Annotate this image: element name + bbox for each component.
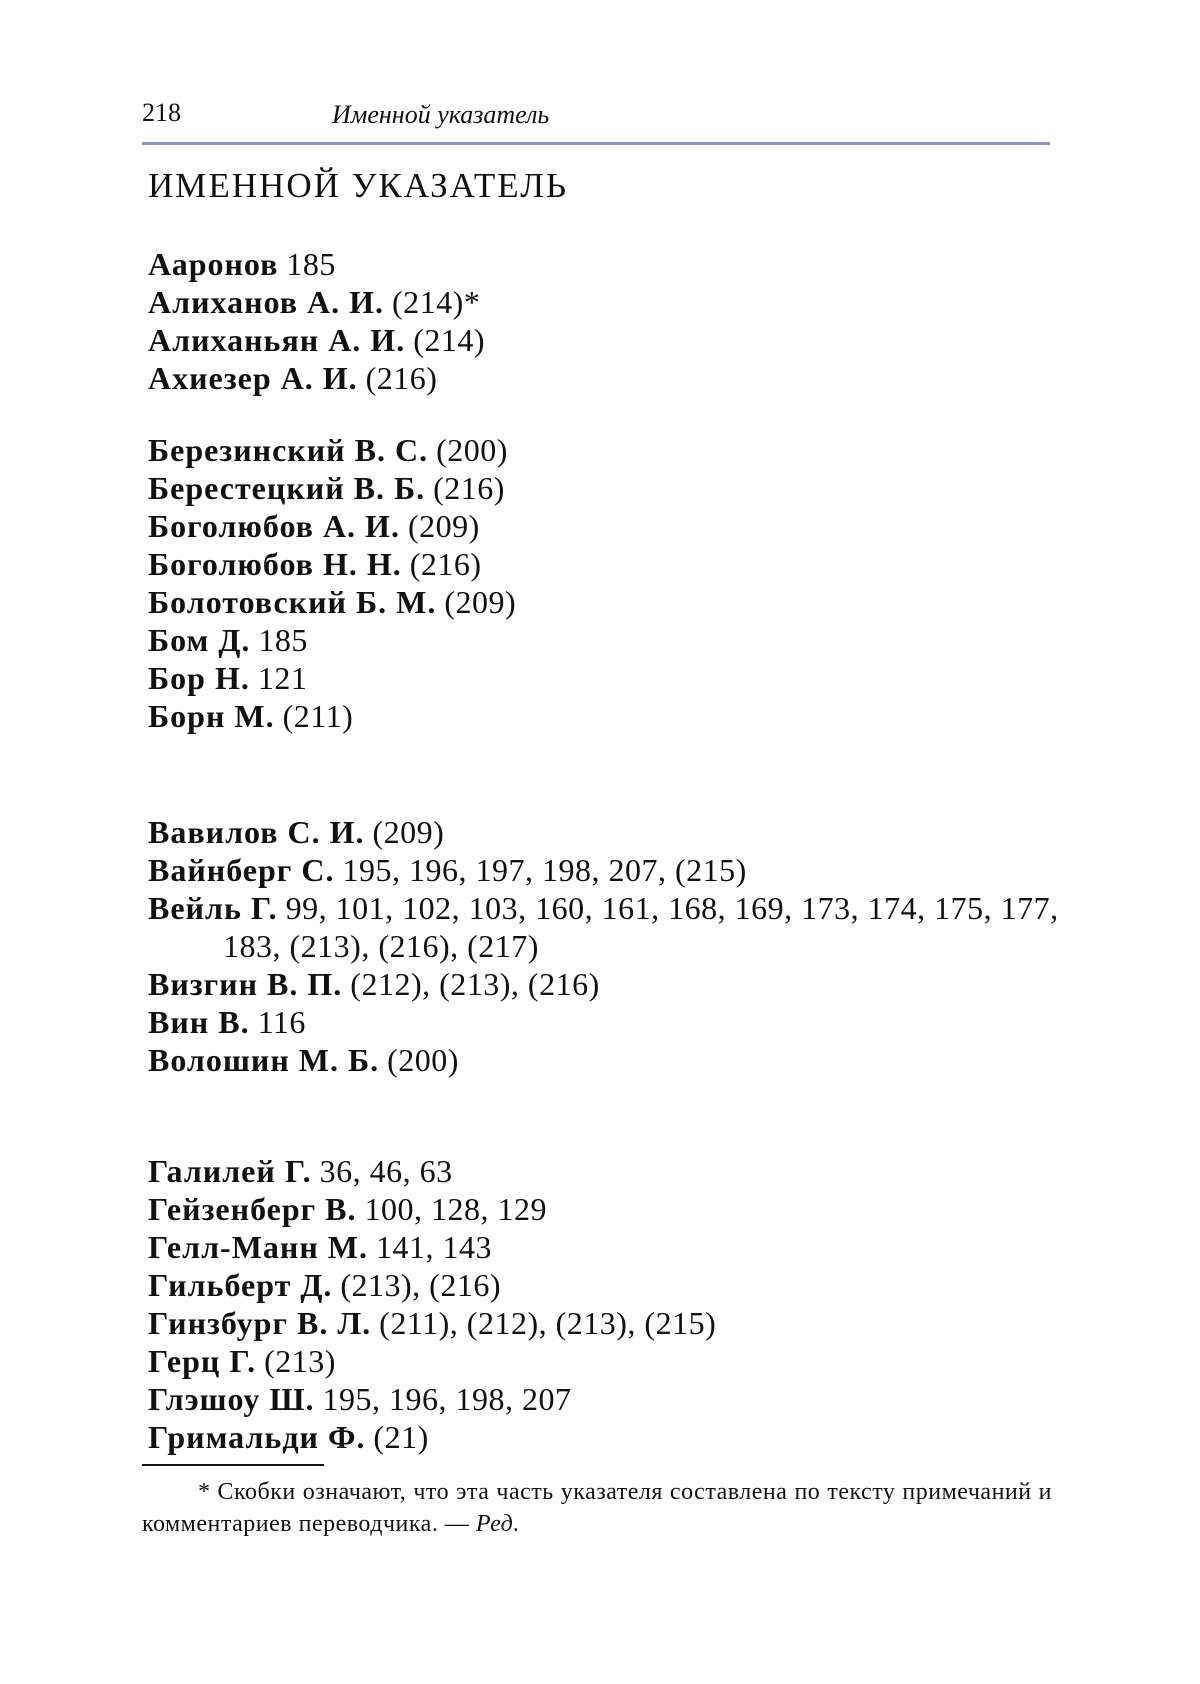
- footnote-rule: [142, 1464, 324, 1466]
- running-title: Именной указатель: [332, 100, 550, 129]
- entry-name: Волошин М. Б.: [148, 1042, 380, 1078]
- entry-name: Березинский В. С.: [148, 432, 429, 468]
- entry-name: Вин В.: [148, 1004, 250, 1040]
- entry-pages: 195, 196, 197, 198, 207, (215): [342, 852, 747, 888]
- entry-pages: (209): [372, 814, 445, 850]
- index-entry: [148, 359, 1068, 397]
- index-entry: [148, 659, 1068, 697]
- entry-name: Ааронов: [148, 246, 279, 282]
- entry-name: Гейзенберг В.: [148, 1191, 357, 1227]
- entry-pages: (216): [433, 470, 505, 506]
- entry-name: Боголюбов Н. Н.: [148, 546, 402, 582]
- index-entry: [148, 283, 1068, 321]
- entry-pages: 121: [257, 660, 308, 696]
- index-group-v: [148, 813, 1068, 1079]
- entry-name: Герц Г.: [148, 1343, 257, 1379]
- entry-pages: (211), (212), (213), (215): [379, 1305, 717, 1341]
- index-title: ИМЕННОЙ УКАЗАТЕЛЬ: [148, 166, 569, 205]
- entry-name: Алиханов А. И.: [148, 284, 384, 320]
- entry-pages: (200): [387, 1042, 459, 1078]
- entry-pages: (216): [409, 546, 482, 582]
- index-entry: [148, 469, 1068, 507]
- page-number: 218: [142, 98, 181, 127]
- index-entry: [148, 507, 1068, 545]
- entry-pages: (200): [436, 432, 508, 468]
- header-rule: [142, 142, 1050, 145]
- index-entry: [148, 1266, 1068, 1304]
- index-entry: [148, 245, 1068, 283]
- entry-pages: (209): [407, 508, 480, 544]
- index-entry: [148, 1041, 1068, 1079]
- entry-pages: (21): [373, 1419, 429, 1455]
- index-entry: [148, 621, 1068, 659]
- index-group-a: [148, 245, 1068, 397]
- entry-pages: (212), (213), (216): [350, 966, 600, 1002]
- entry-pages: (213), (216): [340, 1267, 501, 1303]
- footnote: [142, 1476, 1052, 1540]
- index-entry: [148, 1228, 1068, 1266]
- index-entry: [148, 1003, 1068, 1041]
- entry-pages: (214)*: [392, 284, 481, 320]
- entry-pages: 195, 196, 198, 207: [322, 1381, 572, 1417]
- index-entry: [148, 965, 1068, 1003]
- entry-name: Гримальди Ф.: [148, 1419, 366, 1455]
- entry-pages: 185: [286, 246, 336, 282]
- entry-name: Боголюбов А. И.: [148, 508, 400, 544]
- entry-name: Вейль Г.: [148, 890, 278, 926]
- index-entry: [148, 1152, 1068, 1190]
- entry-name: Визгин В. П.: [148, 966, 343, 1002]
- entry-pages: 36, 46, 63: [319, 1153, 453, 1189]
- entry-name: Бом Д.: [148, 622, 251, 658]
- index-entry: [148, 431, 1068, 469]
- index-entry: [148, 697, 1068, 735]
- footnote-text: * Скобки означают, что эта часть указателя составлена по тексту примечаний и комментариев переводчика. —: [142, 1479, 1052, 1537]
- entry-pages: 141, 143: [375, 1229, 492, 1265]
- index-entry: [148, 813, 1068, 851]
- entry-pages: 99, 101, 102, 103, 160, 161, 168, 169, 173, 174, 175, 177, 183, (213), (216), (217): [223, 890, 1059, 964]
- entry-name: Гильберт Д.: [148, 1267, 333, 1303]
- entry-name: Борн М.: [148, 698, 275, 734]
- index-entry: [148, 1190, 1068, 1228]
- entry-name: Берестецкий В. Б.: [148, 470, 426, 506]
- index-entry: [148, 545, 1068, 583]
- entry-name: Вайнберг С.: [148, 852, 335, 888]
- index-entry: [148, 889, 1068, 965]
- entry-name: Алиханьян А. И.: [148, 322, 406, 358]
- entry-pages: 116: [257, 1004, 306, 1040]
- entry-name: Гелл-Манн М.: [148, 1229, 368, 1265]
- entry-pages: (209): [444, 584, 517, 620]
- index-group-b: [148, 431, 1068, 735]
- index-entry: [148, 1304, 1068, 1342]
- entry-name: Болотовский Б. М.: [148, 584, 437, 620]
- index-entry: [148, 1342, 1068, 1380]
- entry-name: Гинзбург В. Л.: [148, 1305, 372, 1341]
- index-entry: [148, 851, 1068, 889]
- entry-pages: (211): [282, 698, 354, 734]
- entry-pages: 185: [258, 622, 308, 658]
- entry-name: Глэшоу Ш.: [148, 1381, 315, 1417]
- index-entry: [148, 321, 1068, 359]
- entry-name: Ахиезер А. И.: [148, 360, 358, 396]
- index-entry: [148, 583, 1068, 621]
- entry-pages: 100, 128, 129: [364, 1191, 548, 1227]
- entry-name: Галилей Г.: [148, 1153, 312, 1189]
- index-entry: [148, 1418, 1068, 1456]
- entry-pages: (213): [264, 1343, 336, 1379]
- index-group-g: [148, 1152, 1068, 1456]
- index-entry: [148, 1380, 1068, 1418]
- entry-name: Вавилов С. И.: [148, 814, 365, 850]
- footnote-editor: Ред.: [475, 1511, 520, 1537]
- running-head: [142, 98, 1050, 138]
- entry-pages: (214): [413, 322, 485, 358]
- entry-pages: (216): [365, 360, 438, 396]
- entry-name: Бор Н.: [148, 660, 250, 696]
